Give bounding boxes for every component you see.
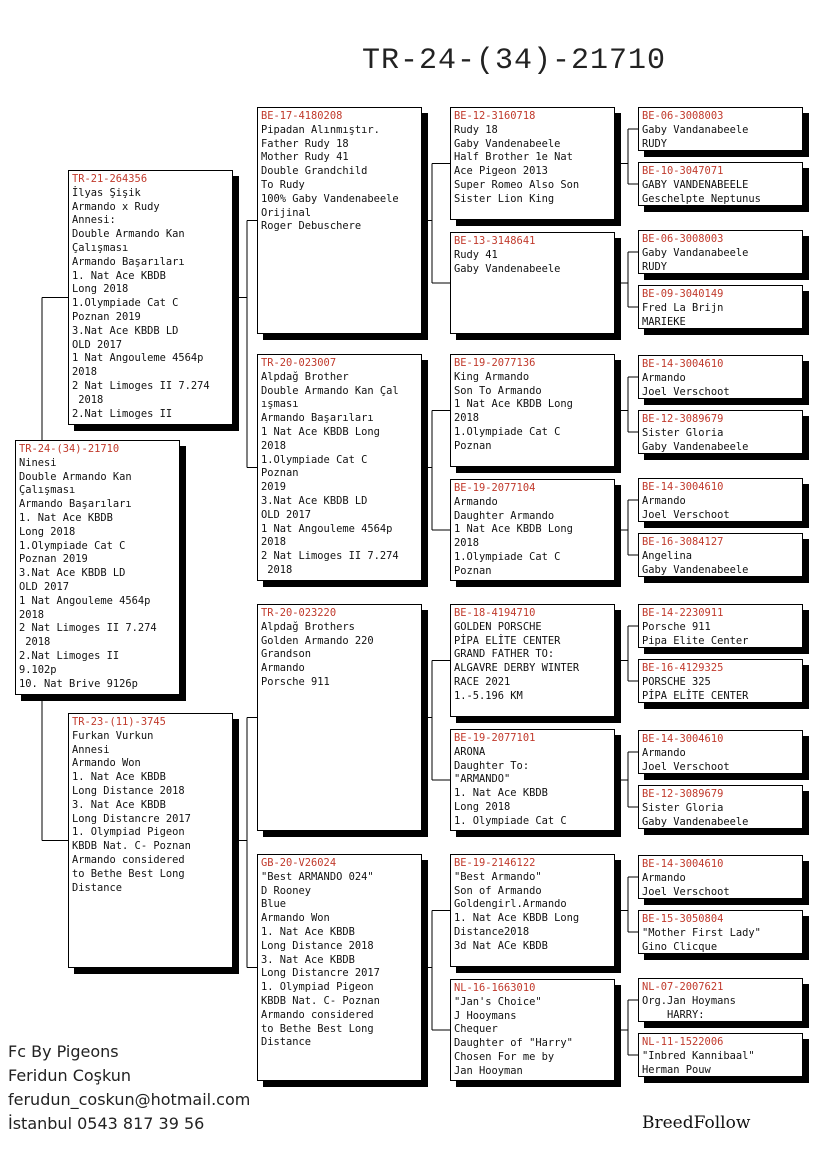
pigeon-info-line: Armando bbox=[642, 871, 686, 884]
pigeon-info-line: Chosen For me by bbox=[454, 1050, 555, 1063]
pigeon-info-line: GRAND FATHER TO: bbox=[454, 648, 555, 661]
ring-number: TR-21-264356 bbox=[72, 173, 148, 185]
pigeon-card-dds bbox=[450, 854, 615, 967]
pigeon-info-line: PİPA ELİTE CENTER bbox=[642, 689, 749, 702]
ring-number: BE-14-3004610 bbox=[642, 481, 724, 493]
pigeon-info-line: Orijinal bbox=[261, 206, 312, 219]
pigeon-info-line: Armando bbox=[642, 746, 686, 759]
pigeon-card-g15 bbox=[638, 978, 803, 1022]
pigeon-info-line: 3d Nat ACe KBDB bbox=[454, 939, 548, 952]
pigeon-info-line: MARIEKE bbox=[642, 315, 686, 328]
breeder-loft-name: Fc By Pigeons bbox=[8, 1042, 119, 1061]
pigeon-info-line: Joel Verschoot bbox=[642, 385, 730, 398]
pigeon-info-line: 9.102p bbox=[19, 663, 57, 676]
pigeon-info-line: 2018 bbox=[19, 636, 51, 649]
pigeon-info-line: Angelina bbox=[642, 549, 693, 562]
pigeon-info-line: Long Distance 2018 bbox=[261, 939, 374, 952]
pigeon-info-line: Sister Lion King bbox=[454, 192, 555, 205]
ring-number: BE-14-2230911 bbox=[642, 607, 724, 619]
brand-logo: BreedFollow bbox=[642, 1113, 751, 1133]
pigeon-info-line: 3. Nat Ace KBDB bbox=[261, 953, 355, 966]
pigeon-info-line: "ARMANDO" bbox=[454, 773, 511, 786]
pigeon-info-line: Armando Başarıları bbox=[19, 498, 132, 511]
pigeon-info-line: ARONA bbox=[454, 745, 486, 758]
pigeon-card-dsd bbox=[450, 729, 615, 831]
ring-number: BE-18-4194710 bbox=[454, 607, 536, 619]
pigeon-info-line: Distance bbox=[261, 1036, 312, 1049]
pigeon-info-line: Gaby Vandenabeele bbox=[642, 815, 749, 828]
pigeon-info-line: "Inbred Kannibaal" bbox=[642, 1049, 755, 1062]
pigeon-info-line: 1. Nat Ace KBDB bbox=[261, 925, 355, 938]
pigeon-info-line: to Bethe Best Long bbox=[72, 867, 185, 880]
pigeon-card-g6 bbox=[638, 410, 803, 454]
pigeon-info-line: 1. Olympiad Pigeon bbox=[261, 981, 374, 994]
pigeon-info-line: 1. Nat Ace KBDB bbox=[72, 269, 166, 282]
pigeon-info-line: İlyas Şişik bbox=[72, 186, 141, 199]
pigeon-card-g11 bbox=[638, 730, 803, 774]
pigeon-info-line: 2 Nat Limoges II 7.274 bbox=[19, 622, 157, 635]
pigeon-info-line: Rudy 18 bbox=[454, 123, 498, 136]
ring-number: TR-20-023007 bbox=[261, 357, 337, 369]
pigeon-info-line: 1. Nat Ace KBDB bbox=[19, 511, 113, 524]
pigeon-info-line: 2 Nat Limoges II 7.274 bbox=[72, 379, 210, 392]
pigeon-info-line: 1.Olympiade Cat C bbox=[72, 297, 179, 310]
pigeon-info-line: Grandson bbox=[261, 648, 312, 661]
pigeon-info-line: Gaby Vandanabeele bbox=[642, 246, 749, 259]
pigeon-info-line: 1. Nat Ace KBDB Long bbox=[454, 912, 580, 925]
pigeon-info-line: 2018 bbox=[261, 439, 287, 452]
pigeon-info-line: Alpdağ Brothers bbox=[261, 620, 355, 633]
pigeon-info-line: RUDY bbox=[642, 137, 668, 150]
pigeon-card-dss bbox=[450, 604, 615, 717]
pigeon-info-line: "Best Armando" bbox=[454, 870, 542, 883]
pigeon-card-g16 bbox=[638, 1033, 803, 1077]
pigeon-info-line: 2019 bbox=[261, 481, 287, 494]
pigeon-info-line: Sister Gloria bbox=[642, 426, 724, 439]
pigeon-info-line: 2018 bbox=[261, 536, 287, 549]
ring-number: BE-09-3040149 bbox=[642, 288, 724, 300]
pigeon-info-line: Armando bbox=[454, 495, 498, 508]
pigeon-info-line: 1. Olympiad Pigeon bbox=[72, 826, 185, 839]
pigeon-info-line: PİPA ELİTE CENTER bbox=[454, 634, 561, 647]
pigeon-info-line: Pipadan Alınmıştır. bbox=[261, 123, 380, 136]
pigeon-info-line: 1.Olympiade Cat C bbox=[19, 539, 126, 552]
pigeon-info-line: King Armando bbox=[454, 370, 530, 383]
pigeon-info-line: "Best ARMANDO 024" bbox=[261, 870, 374, 883]
pigeon-info-line: Armando considered bbox=[261, 1008, 374, 1021]
pigeon-info-line: Poznan 2019 bbox=[19, 553, 88, 566]
pigeon-info-line: ışması bbox=[261, 398, 299, 411]
ring-number: NL-07-2007621 bbox=[642, 981, 724, 993]
pigeon-info-line: Porsche 911 bbox=[261, 675, 330, 688]
pigeon-info-line: 1.Olympiade Cat C bbox=[454, 425, 561, 438]
pigeon-info-line: Joel Verschoot bbox=[642, 760, 730, 773]
pigeon-info-line: Rudy 41 bbox=[454, 248, 498, 261]
ring-number: BE-15-3050804 bbox=[642, 913, 724, 925]
pigeon-info-line: to Bethe Best Long bbox=[261, 1022, 374, 1035]
breeder-email: ferudun_coskun@hotmail.com bbox=[8, 1090, 251, 1109]
pigeon-card-g1 bbox=[638, 107, 803, 151]
pigeon-info-line: Armando Başarıları bbox=[261, 412, 374, 425]
pigeon-info-line: 2018 bbox=[72, 393, 104, 406]
pigeon-info-line: 1. Nat Ace KBDB bbox=[72, 771, 166, 784]
pigeon-info-line: Annesi: bbox=[72, 214, 116, 227]
pigeon-info-line: Long Distancre 2017 bbox=[72, 812, 191, 825]
ring-number: BE-13-3148641 bbox=[454, 235, 536, 247]
pigeon-info-line: Geschelpte Neptunus bbox=[642, 192, 761, 205]
ring-number: NL-16-1663010 bbox=[454, 982, 536, 994]
ring-number: BE-19-2077101 bbox=[454, 732, 536, 744]
pigeon-info-line: Çalışması bbox=[19, 484, 76, 497]
pigeon-info-line: Armando x Rudy bbox=[72, 200, 160, 213]
pigeon-info-line: PORSCHE 325 bbox=[642, 675, 711, 688]
pigeon-info-line: Gaby Vandenabeele bbox=[642, 563, 749, 576]
pigeon-info-line: Porsche 911 bbox=[642, 620, 711, 633]
pigeon-info-line: 2.Nat Limoges II bbox=[19, 649, 120, 662]
pigeon-card-g3 bbox=[638, 230, 803, 274]
pigeon-info-line: 3.Nat Ace KBDB LD bbox=[261, 494, 368, 507]
pigeon-card-ssd bbox=[450, 232, 615, 334]
ring-number: NL-11-1522006 bbox=[642, 1036, 724, 1048]
pigeon-info-line: KBDB Nat. C- Poznan bbox=[261, 994, 380, 1007]
pigeon-info-line: 2018 bbox=[19, 608, 45, 621]
breeder-name: Feridun Coşkun bbox=[8, 1066, 132, 1085]
pigeon-info-line: Herman Pouw bbox=[642, 1063, 711, 1076]
pigeon-info-line: 1.Olympiade Cat C bbox=[454, 550, 561, 563]
pigeon-info-line: Ninesi bbox=[19, 456, 57, 469]
pigeon-info-line: 1 Nat Angouleme 4564p bbox=[261, 522, 393, 535]
pigeon-info-line: GABY VANDENABEELE bbox=[642, 178, 749, 191]
ring-number: BE-12-3160718 bbox=[454, 110, 536, 122]
pigeon-card-sire bbox=[68, 170, 233, 425]
pigeon-card-subject bbox=[15, 440, 180, 695]
pigeon-info-line: 2018 bbox=[454, 412, 480, 425]
pigeon-info-line: Distance2018 bbox=[454, 925, 530, 938]
pigeon-card-g13 bbox=[638, 855, 803, 899]
ring-number: BE-19-2146122 bbox=[454, 857, 536, 869]
pigeon-info-line: 2018 bbox=[454, 537, 480, 550]
pigeon-info-line: Son To Armando bbox=[454, 384, 542, 397]
pigeon-info-line: Armando bbox=[642, 371, 686, 384]
pigeon-info-line: Double Armando Kan Çal bbox=[261, 384, 399, 397]
pigeon-info-line: Furkan Vurkun bbox=[72, 729, 154, 742]
pigeon-info-line: Distance bbox=[72, 881, 123, 894]
pigeon-info-line: 100% Gaby Vandenabeele bbox=[261, 192, 399, 205]
pedigree-title: TR-24-(34)-21710 bbox=[362, 44, 667, 78]
pigeon-info-line: Ace Pigeon 2013 bbox=[454, 165, 548, 178]
pigeon-info-line: ALGAVRE DERBY WINTER bbox=[454, 662, 580, 675]
pigeon-info-line: Super Romeo Also Son bbox=[454, 178, 580, 191]
pigeon-info-line: 1.-5.196 KM bbox=[454, 689, 523, 702]
ring-number: BE-06-3008003 bbox=[642, 110, 724, 122]
pigeon-info-line: Poznan bbox=[454, 564, 492, 577]
ring-number: BE-16-3084127 bbox=[642, 536, 724, 548]
ring-number: TR-23-(11)-3745 bbox=[72, 716, 166, 728]
ring-number: BE-16-4129325 bbox=[642, 662, 724, 674]
pigeon-card-g12 bbox=[638, 785, 803, 829]
pigeon-card-g2 bbox=[638, 162, 803, 206]
pigeon-info-line: Poznan 2019 bbox=[72, 310, 141, 323]
ring-number: BE-06-3008003 bbox=[642, 233, 724, 245]
pigeon-info-line: 1 Nat Angouleme 4564p bbox=[19, 594, 151, 607]
breeder-phone: İstanbul 0543 817 39 56 bbox=[8, 1114, 205, 1133]
pigeon-card-g14 bbox=[638, 910, 803, 954]
ring-number: BE-14-3004610 bbox=[642, 358, 724, 370]
pigeon-info-line: Father Rudy 18 bbox=[261, 137, 349, 150]
pigeon-card-ss bbox=[257, 107, 422, 334]
pigeon-info-line: Gaby Vandenabeele bbox=[454, 262, 561, 275]
pigeon-info-line: Double Armando Kan bbox=[72, 228, 185, 241]
pigeon-info-line: Daughter To: bbox=[454, 759, 530, 772]
pigeon-card-dd bbox=[257, 854, 422, 1081]
pigeon-info-line: Joel Verschoot bbox=[642, 885, 730, 898]
pigeon-info-line: RACE 2021 bbox=[454, 675, 511, 688]
pigeon-info-line: OLD 2017 bbox=[261, 508, 312, 521]
pigeon-info-line: Double Armando Kan bbox=[19, 470, 132, 483]
pigeon-info-line: J Hooymans bbox=[454, 1009, 517, 1022]
pigeon-info-line: Son of Armando bbox=[454, 884, 542, 897]
pigeon-info-line: 3.Nat Ace KBDB LD bbox=[19, 567, 126, 580]
pigeon-info-line: Gaby Vandenabeele bbox=[642, 440, 749, 453]
pigeon-info-line: Joel Verschoot bbox=[642, 508, 730, 521]
ring-number: BE-12-3089679 bbox=[642, 788, 724, 800]
pigeon-info-line: Golden Armando 220 bbox=[261, 634, 374, 647]
pigeon-info-line: Jan Hooyman bbox=[454, 1064, 523, 1077]
pigeon-info-line: Roger Debuschere bbox=[261, 220, 362, 233]
pigeon-info-line: Daughter Armando bbox=[454, 509, 555, 522]
pigeon-info-line: Org.Jan Hoymans bbox=[642, 994, 736, 1007]
pigeon-info-line: 1 Nat Ace KBDB Long bbox=[454, 398, 573, 411]
pigeon-info-line: Chequer bbox=[454, 1023, 498, 1036]
pigeon-card-ds bbox=[257, 604, 422, 831]
pigeon-info-line: 1 Nat Angouleme 4564p bbox=[72, 352, 204, 365]
ring-number: BE-10-3047071 bbox=[642, 165, 724, 177]
pigeon-info-line: 1 Nat Ace KBDB Long bbox=[261, 425, 380, 438]
pigeon-info-line: Blue bbox=[261, 898, 287, 911]
pigeon-info-line: 3.Nat Ace KBDB LD bbox=[72, 324, 179, 337]
pigeon-info-line: 2.Nat Limoges II bbox=[72, 407, 173, 420]
ring-number: BE-19-2077136 bbox=[454, 357, 536, 369]
pigeon-info-line: Poznan bbox=[261, 467, 299, 480]
ring-number: BE-17-4180208 bbox=[261, 110, 343, 122]
pigeon-info-line: OLD 2017 bbox=[72, 338, 123, 351]
pigeon-card-dam bbox=[68, 713, 233, 968]
pigeon-info-line: 10. Nat Brive 9126p bbox=[19, 677, 138, 690]
pigeon-card-sss bbox=[450, 107, 615, 220]
pigeon-info-line: 1 Nat Ace KBDB Long bbox=[454, 523, 573, 536]
pigeon-info-line: KBDB Nat. C- Poznan bbox=[72, 840, 191, 853]
pigeon-info-line: "Mother First Lady" bbox=[642, 926, 761, 939]
pigeon-info-line: Long 2018 bbox=[72, 283, 129, 296]
pigeon-card-g10 bbox=[638, 659, 803, 703]
pigeon-info-line: 1. Nat Ace KBDB bbox=[454, 787, 548, 800]
breeder-contact bbox=[8, 1040, 250, 1136]
pigeon-card-g9 bbox=[638, 604, 803, 648]
pigeon-card-g7 bbox=[638, 478, 803, 522]
pigeon-info-line: Gino Clicque bbox=[642, 940, 718, 953]
pigeon-info-line: Mother Rudy 41 bbox=[261, 151, 349, 164]
pigeon-info-line: Armando Won bbox=[72, 757, 141, 770]
pigeon-info-line: Armando bbox=[261, 662, 305, 675]
pigeon-info-line: Long Distancre 2017 bbox=[261, 967, 380, 980]
pigeon-info-line: Alpdağ Brother bbox=[261, 370, 349, 383]
ring-number: TR-20-023220 bbox=[261, 607, 337, 619]
pigeon-card-sds bbox=[450, 354, 615, 467]
pigeon-info-line: 1.Olympiade Cat C bbox=[261, 453, 368, 466]
pigeon-info-line: 2 Nat Limoges II 7.274 bbox=[261, 550, 399, 563]
pigeon-card-sd bbox=[257, 354, 422, 581]
pigeon-info-line: OLD 2017 bbox=[19, 580, 70, 593]
pigeon-card-g5 bbox=[638, 355, 803, 399]
pigeon-info-line: 1. Olympiade Cat C bbox=[454, 814, 567, 827]
pigeon-card-g4 bbox=[638, 285, 803, 329]
pigeon-info-line: "Jan's Choice" bbox=[454, 995, 542, 1008]
pigeon-info-line: Long 2018 bbox=[454, 800, 511, 813]
pigeon-info-line: Çalışması bbox=[72, 241, 129, 254]
pigeon-info-line: Long 2018 bbox=[19, 525, 76, 538]
pigeon-info-line: Gaby Vandanabeele bbox=[642, 123, 749, 136]
pigeon-info-line: To Rudy bbox=[261, 178, 305, 191]
pigeon-info-line: GOLDEN PORSCHE bbox=[454, 620, 542, 633]
pigeon-info-line: Fred La Brijn bbox=[642, 301, 724, 314]
ring-number: TR-24-(34)-21710 bbox=[19, 443, 120, 455]
pigeon-info-line: 2018 bbox=[72, 366, 98, 379]
ring-number: GB-20-V26024 bbox=[261, 857, 337, 869]
pigeon-info-line: Armando considered bbox=[72, 853, 185, 866]
pigeon-info-line: Annesi bbox=[72, 743, 110, 756]
pigeon-info-line: Armando Başarıları bbox=[72, 255, 185, 268]
pigeon-info-line: D Rooney bbox=[261, 884, 312, 897]
ring-number: BE-12-3089679 bbox=[642, 413, 724, 425]
pigeon-card-sdd bbox=[450, 479, 615, 581]
pigeon-info-line: Pipa Elite Center bbox=[642, 634, 749, 647]
pigeon-info-line: 3. Nat Ace KBDB bbox=[72, 798, 166, 811]
pigeon-info-line: Poznan bbox=[454, 439, 492, 452]
pigeon-info-line: Double Grandchild bbox=[261, 165, 368, 178]
pigeon-info-line: RUDY bbox=[642, 260, 668, 273]
pigeon-info-line: Sister Gloria bbox=[642, 801, 724, 814]
ring-number: BE-19-2077104 bbox=[454, 482, 536, 494]
ring-number: BE-14-3004610 bbox=[642, 858, 724, 870]
pigeon-card-ddd bbox=[450, 979, 615, 1081]
pigeon-info-line: Daughter of "Harry" bbox=[454, 1037, 573, 1050]
pigeon-info-line: 2018 bbox=[261, 563, 293, 576]
ring-number: BE-14-3004610 bbox=[642, 733, 724, 745]
pigeon-info-line: Long Distance 2018 bbox=[72, 784, 185, 797]
pigeon-card-g8 bbox=[638, 533, 803, 577]
pigeon-info-line: HARRY: bbox=[642, 1008, 705, 1021]
pigeon-info-line: Goldengirl.Armando bbox=[454, 898, 567, 911]
pigeon-info-line: Gaby Vandenabeele bbox=[454, 137, 561, 150]
pigeon-info-line: Armando bbox=[642, 494, 686, 507]
pigeon-info-line: Armando Won bbox=[261, 912, 330, 925]
pigeon-info-line: Half Brother 1e Nat bbox=[454, 151, 573, 164]
